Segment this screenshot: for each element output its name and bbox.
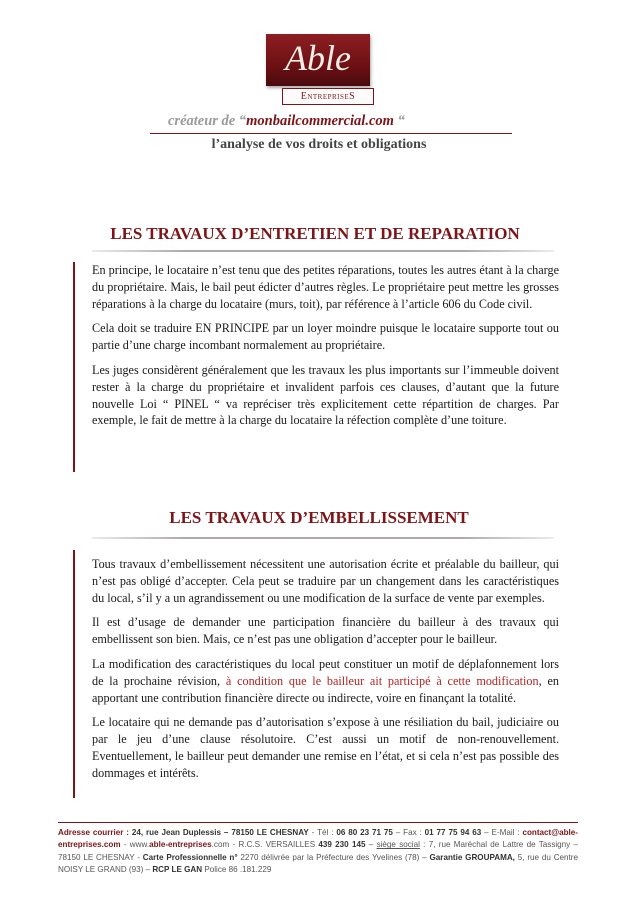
footer-rcs-number: 439 230 145 xyxy=(318,840,366,850)
footer-website[interactable]: able-entreprises xyxy=(149,840,212,850)
tagline-site: monbailcommercial.com xyxy=(246,113,394,129)
footer-email[interactable]: contact@able-entreprises.com xyxy=(58,828,579,850)
tagline xyxy=(168,113,508,130)
footer-rule xyxy=(58,822,578,823)
footer-address-label: Adresse courrier : xyxy=(58,828,129,837)
tagline-prefix: créateur de “ xyxy=(168,113,247,129)
logo-emblem xyxy=(266,34,370,86)
section2-p3-start: La modification des caractéristiques du local peut constituer un motif de déplafonnement lors de la prochaine révision, xyxy=(92,656,559,688)
footer-siege: : 7, rue Maréchal de Lattre de Tassigny – 78150 LE CHESNAY - xyxy=(58,840,578,862)
section1-body xyxy=(92,262,559,437)
section1-rule xyxy=(92,250,554,252)
footer-fax: 01 77 75 94 63 xyxy=(424,828,482,837)
footer-rcp: Police 86 .181.229 xyxy=(202,864,272,874)
company-logo xyxy=(262,34,374,104)
section2-paragraph: Tous travaux d’embellissement nécessitent une autorisation écrite et préalable du bailleur, qui n’est pas obligé d’accepter. Cela peut se traduire par un changement dans les caractéristiques du local, s’il y a un agrandissement ou une modification de la surface de vente par exemples. xyxy=(92,557,559,605)
footer-www-label: - www. xyxy=(120,840,150,850)
section1-title: LES TRAVAUX D’ENTRETIEN ET DE REPARATION xyxy=(110,224,520,243)
section1-margin-bar xyxy=(73,262,75,472)
footer-address: 24, rue Jean Duplessis – 78150 LE CHESNAY xyxy=(129,828,309,837)
footer-garantie-label: Garantie GROUPAMA, xyxy=(429,852,515,862)
section1-paragraph: En principe, le locataire n’est tenu que des petites réparations, toutes les autres étant à la charge du propriétaire. Mais, le bail peut édicter d’autres règles. Le propriétaire peut mettre les grosses réparations à la charge du locataire (murs, toit), par référence à l’article 606 du Code civil. xyxy=(92,263,559,311)
section2-p3-highlight: à condition que le bailleur ait participé à cette modification xyxy=(225,673,539,688)
section2-paragraph: Le locataire qui ne demande pas d’autorisation s’expose à une résiliation du bail, judiciaire ou par le jeu d’une clause résolutoire. C’est aussi un motif de non-renouvellement. Eventuellement, le bailleur peut demander une remise en l’état, et si cela n’est pas possible des dommages et intérêts. xyxy=(92,715,559,780)
tagline-rule xyxy=(150,133,512,134)
section2-rule xyxy=(92,537,554,539)
section2-paragraph: Il est d’usage de demander une participation financière du bailleur à des travaux qui embellissent son bien. Mais, ce n’est pas une obligation d’accepter pour le bailleur. xyxy=(92,615,559,647)
section2-margin-bar xyxy=(73,550,75,798)
footer-mail-label: – E-Mail : xyxy=(481,828,523,837)
footer-tel: 06 80 23 71 75 xyxy=(336,828,393,837)
footer-carte: 2270 délivrée par la Préfecture des Yvelines (78) – xyxy=(237,852,430,862)
section2-p3-end: , en apportant une contribution financière directe ou indirecte, voire en finançant la totalité. xyxy=(92,673,559,705)
footer-rcp-label: RCP LE GAN xyxy=(152,864,203,874)
tagline-suffix: “ xyxy=(393,113,405,129)
footer-fax-label: – Fax : xyxy=(392,828,425,837)
header-subtitle: l’analyse de vos droits et obligations xyxy=(211,137,427,152)
footer-rcs: - R.C.S. VERSAILLES xyxy=(229,840,319,850)
section2-body xyxy=(92,556,559,790)
footer-tel-label: - Tél : xyxy=(308,828,337,837)
logo-subtitle: EntrepriseS xyxy=(282,88,374,105)
footer-garantie: 5, rue du Centre NOISY LE GRAND (93) – xyxy=(58,852,578,874)
logo-word: Able xyxy=(285,38,351,78)
section2-paragraph xyxy=(92,656,559,706)
footer-carte-label: Carte Professionnelle n° xyxy=(142,852,238,862)
section1-paragraph: Cela doit se traduire EN PRINCIPE par un loyer moindre puisque le locataire supporte tout ou partie d’une charge incombant normalement au propriétaire. xyxy=(92,321,559,353)
footer-siege-label: siège social xyxy=(376,840,420,850)
footer-siege-dash: – xyxy=(365,840,377,850)
section1-paragraph: Les juges considèrent généralement que les travaux les plus importants sur l’immeuble doivent rester à la charge du propriétaire et invalident parfois ces clauses, d’autant que la future nouvelle Loi “ PINEL “ va repréciser très explicitement cette répartition de charges. Par exemple, le fait de mettre à la charge du locataire la réfection complète d’une toiture. xyxy=(92,362,559,428)
footer xyxy=(58,827,578,876)
footer-website-tld: .com xyxy=(211,840,230,850)
section2-title: LES TRAVAUX D’EMBELLISSEMENT xyxy=(169,508,469,527)
